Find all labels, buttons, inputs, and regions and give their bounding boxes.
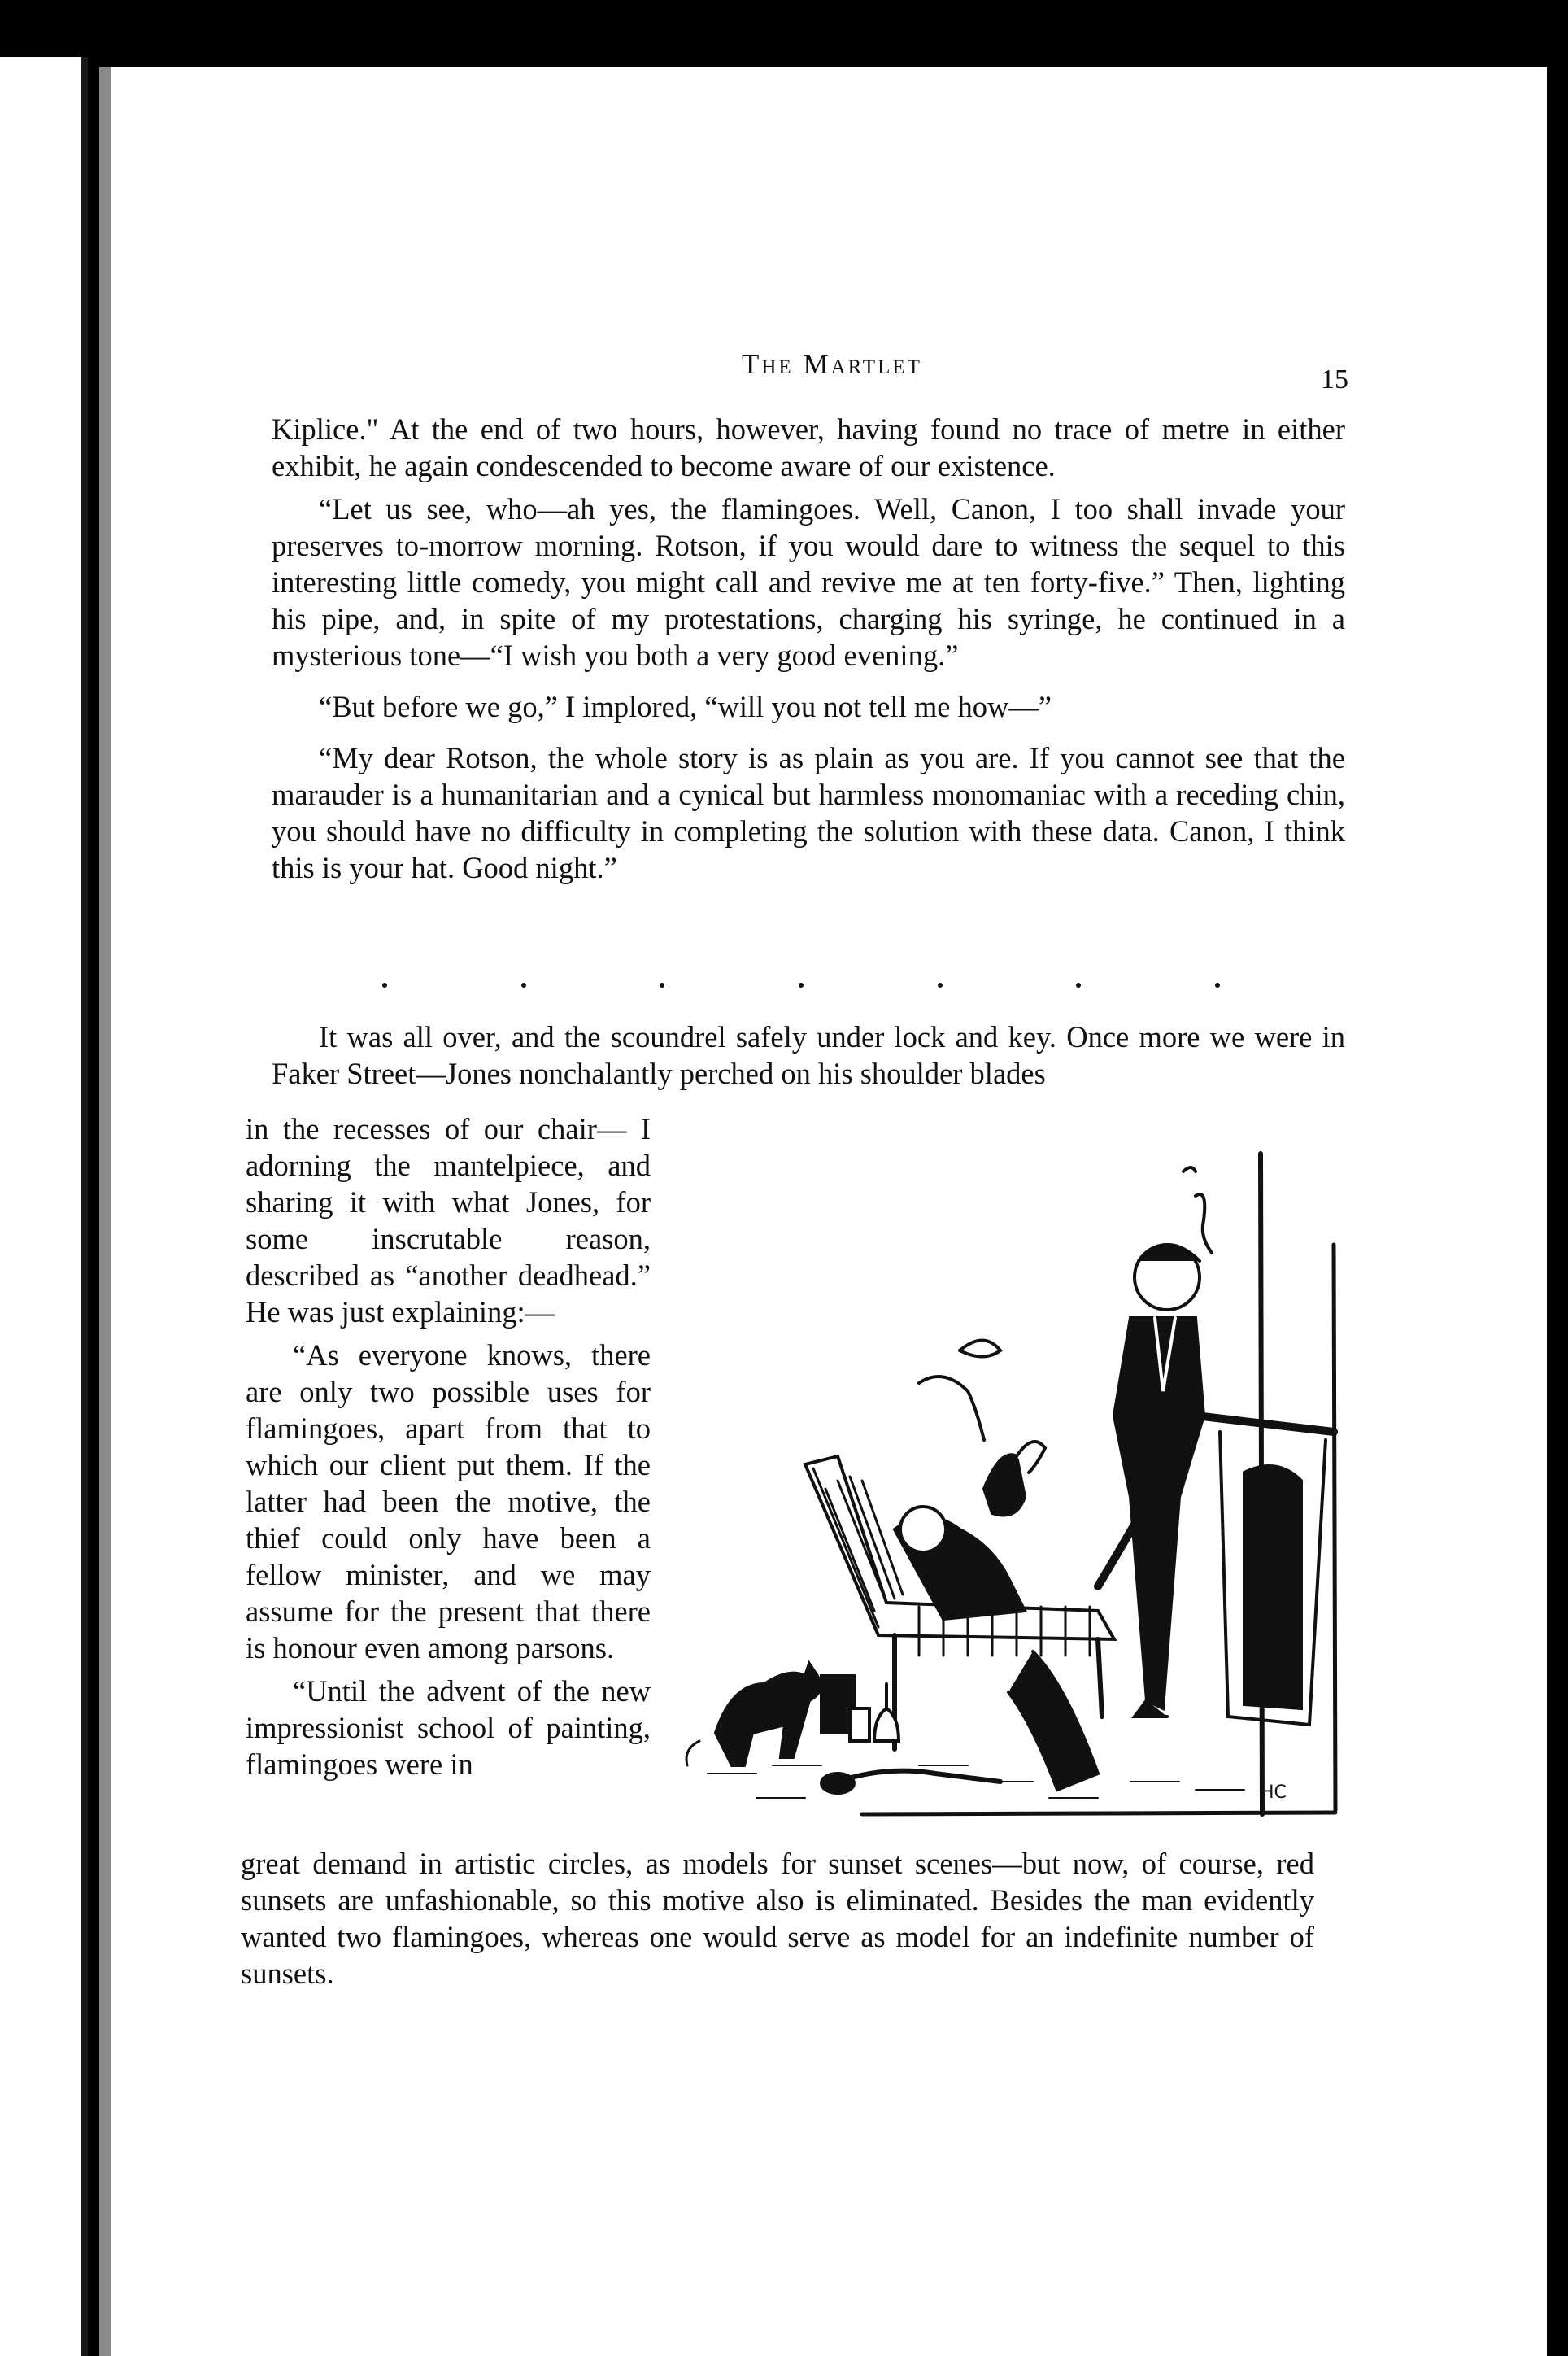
paragraph: in the recesses of our chair— I adorning the mantelpiece, and sharing it with what Jones, for some inscrutable reason, described as “another deadhead.” He was just explaining:—: [246, 1112, 651, 1329]
paragraph: Kiplice." At the end of two hours, however, having found no trace of metre in either exhibit, he again condescended to become aware of our existence.: [272, 412, 1345, 482]
text-column-beside-illustration: [246, 1110, 651, 1782]
paragraph: “But before we go,” I implored, “will you not tell me how—”: [319, 690, 1052, 723]
text-block-top: [272, 411, 1345, 886]
text-block-bottom: [241, 1845, 1314, 1992]
illustration-drawing: [675, 1147, 1338, 1822]
paragraph: “Until the advent of the new impressionist school of painting, flamingoes were in: [246, 1674, 651, 1781]
paragraph: “Let us see, who—ah yes, the flamingoes. Well, Canon, I too shall invade your preserves to-morrow morning. Rotson, if you would dare to witness the sequel to this interesting little comedy, you might call and revive me at ten forty-five.” Then, lighting his pipe, and, in spite of my protestations, charging his syringe, he continued in a mysterious tone—“I wish you both a very good evening.”: [272, 492, 1345, 672]
ink-illustration: [675, 1147, 1338, 1822]
paragraph: great demand in artistic circles, as models for sunset scenes—but now, of course, red sunsets are unfashionable, so this motive also is eliminated. Besides the man evidently wanted two flamingoes, whereas one would serve as model for an indefinite number of sunsets.: [241, 1847, 1314, 1990]
paragraph: [272, 1019, 1345, 1092]
facing-page-edge: [0, 57, 81, 2356]
paragraph-line: It was all over, and the scoundrel safely under lock and key. Once more we were in Faker Street—Jones nonchalantly perched on his shoulder blades: [272, 1020, 1345, 1090]
running-title: The Martlet: [742, 348, 922, 380]
paragraph: “My dear Rotson, the whole story is as plain as you are. If you cannot see that the marauder is a humanitarian and a cynical but harmless monomaniac with a receding chin, you should have no difficulty in completing the solution with these data. Canon, I think this is your hat. Good night.”: [272, 741, 1345, 884]
section-break-dots: [382, 973, 1220, 997]
paragraph: “As everyone knows, there are only two possible uses for flamingoes, apart from that to which our client put them. If the latter had been the motive, the thief could only have been a fellow minister, and we may assume for the present that there is honour even among parsons.: [246, 1338, 651, 1664]
illustrator-signature: HC: [1261, 1782, 1287, 1803]
book-gutter: [81, 57, 88, 2356]
page-number: 15: [1321, 364, 1348, 395]
